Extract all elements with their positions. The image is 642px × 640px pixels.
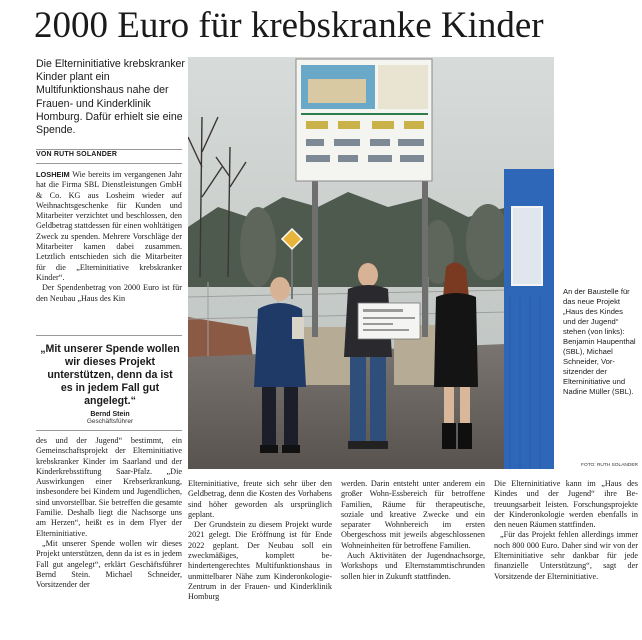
- article-column-1-top: [36, 170, 182, 304]
- lead-paragraph: Die Elterninitiative krebskranker Kinder plant ein Multifunktionshaus nahe der Frauen- und Kinderklinik Homburg. Dafür erhielt sie eine Spende.: [36, 58, 185, 137]
- photo-credit: FOTO: RUTH SOLANDER: [581, 463, 638, 468]
- quote-text: „Mit unserer Spende wollen wir dieses Projekt unterstützen, denn da ist es in jedem Fall gut angelegt.“: [40, 343, 180, 407]
- paragraph: Auch Aktivitäten der Jugendnachsorge, Workshops und Elternstammtischrunden sollen hier in Zukunft stattfinden.: [341, 551, 485, 581]
- quote-role: Geschäftsführer: [86, 418, 134, 425]
- paragraph: Die Elterninitiative kann im „Haus des Kindes und der Jugend“ ihre Betreuungsarbeit leisten. Forschungsprojekte der Kinderonkologie werden ebenfalls in den neuen Räumen stattfinden.: [494, 479, 638, 530]
- byline: VON RUTH SOLANDER: [36, 151, 118, 158]
- paragraph: Elterninitiative, freute sich sehr über den Geldbetrag, denn die Kosten des Vorhabens sind höher geworden als ursprünglich geplant.: [188, 479, 332, 519]
- article-photo: [188, 57, 554, 469]
- divider: [36, 335, 182, 336]
- paragraph: „Mit unserer Spende wollen wir dieses Projekt unterstützen, denn da ist es in jedem Fall gut angelegt“, erklärt Geschäftsführer Bernd Stein. Michael Schneider, Vorsitzender der: [36, 538, 182, 590]
- pull-quote: [40, 343, 180, 425]
- article-column-2: [188, 479, 332, 603]
- paragraph: LOSHEIM Wie bereits im vergangenen Jahr hat die Firma SBL Dienstleistungen GmbH & Co. KG aus Losheim wieder auf Weihnachtsgeschenke für Kunden und Mitarbeiter verzichtet und beschlossen, den Geldbetrag stattdessen für einen wohltätigen Zweck zu spenden. Mehrere Vorschläge der Mitarbeiter kamen dabei zusammen. Letztlich entschieden sich die Mitarbeiter für die „Elterninitiative krebskranker Kinder“.: [36, 170, 182, 282]
- article-column-3: [341, 479, 485, 582]
- dateline: LOSHEIM: [36, 170, 70, 179]
- paragraph: Der Grundstein zu diesem Projekt wurde 2021 gelegt. Die Eröffnung ist für Ende 2022 geplant. Der Neubau soll ein zweckmäßiges, komplett behindertengerechtes Multifunktionshaus in unmittelbarer Nähe zum Kinderonkologie-Zentrum in der Frauen- und Kinderklinik Homburg: [188, 520, 332, 602]
- paragraph: werden. Darin entsteht unter anderem ein großer Wohn-Essbereich für betroffene Familien, Räume für therapeutische, soziale und kreative Zwecke und ein separater Wohnbereich im ersten Obergeschoss mit jeweils abgeschlossenen Wohneinheiten für betroffene Familien.: [341, 479, 485, 550]
- paragraph: „Für das Projekt fehlen allerdings immer noch 800 000 Euro. Daher sind wir von der Elterninitiative sehr dankbar für jede finanzielle Unterstützung“, sagt der Vorsitzende der Elterninitiative.: [494, 530, 638, 581]
- paragraph: Der Spendenbetrag von 2000 Euro ist für den Neubau „Haus des Kin: [36, 283, 182, 303]
- divider: [36, 149, 182, 150]
- divider: [36, 163, 182, 164]
- photo-caption: An der Baustelle für das neue Projekt „Haus des Kindes und der Jugend“ stehen (von links): Benjamin Haupenthal (SBL), Michael Schneider, Vorsitzender der Elterninitiative und Nadine Müller (SBL).: [563, 287, 636, 396]
- article-column-1-bottom: [36, 436, 182, 590]
- article-column-4: [494, 479, 638, 582]
- quote-author: Bernd Stein: [90, 411, 130, 418]
- headline: 2000 Euro für krebskranke Kinder: [34, 5, 544, 46]
- divider: [36, 430, 182, 431]
- paragraph: des und der Jugend“ bestimmt, ein Gemeinschaftsprojekt der Elterninitiative krebskranker Kinder im Saarland und der Kinderkrebsstiftung Saar-Pfalz. „Die Auswirkungen einer Krebserkrankung, insbesondere bei Kindern und Jugendlichen, sind unvorstellbar. Sie betreffen die gesamte Familie. Deshalb liegt die Nachsorge uns am Herzen“, heißt es in dem Flyer der Elterninitiative.: [36, 436, 182, 538]
